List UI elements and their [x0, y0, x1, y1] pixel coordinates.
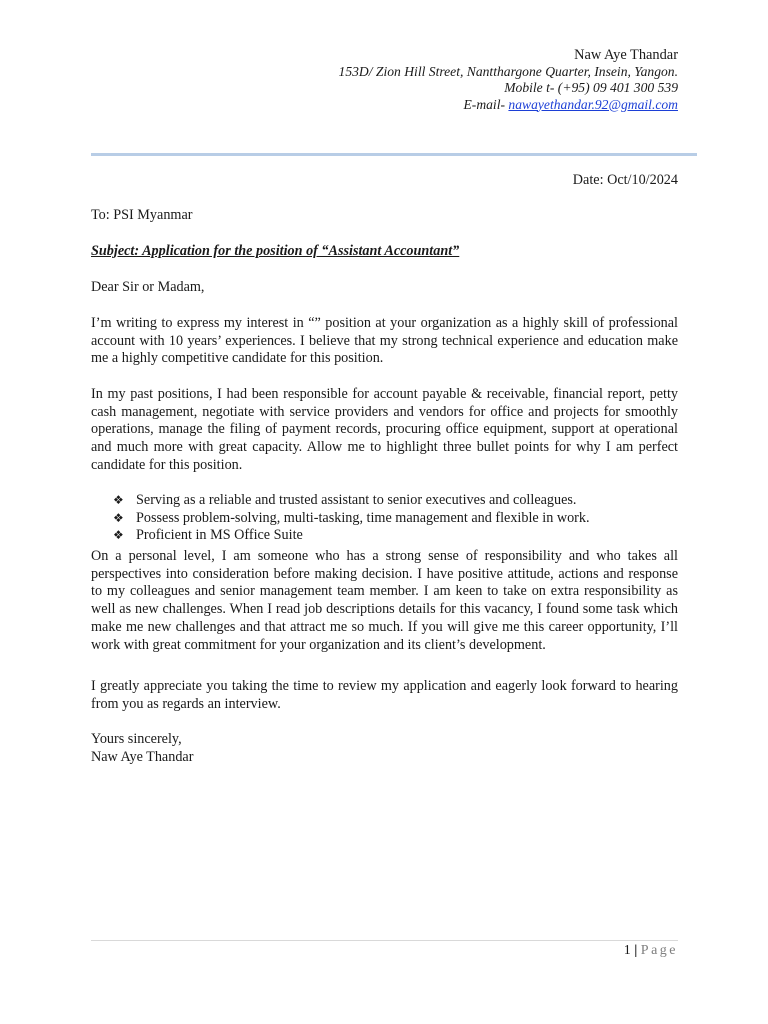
subject-line: Subject: Application for the position of “Assistant Accountant” — [91, 243, 460, 259]
paragraph-experience: In my past positions, I had been responsible for account payable & receivable, financial report, petty cash management, negotiate with service providers and vendors for office and projects for smoothly operations, manage the filing of payment records, procuring office equipment, support at operational and much more with great capacity. Allow me to highlight three bullet points for why I am perfect candidate for this position. — [91, 386, 678, 473]
bullet-text: Possess problem-solving, multi-tasking, time management and flexible in work. — [136, 509, 590, 526]
sender-address: 153D/ Zion Hill Street, Nantthargone Quarter, Insein, Yangon. — [338, 63, 678, 79]
paragraph-thanks: I greatly appreciate you taking the time to review my application and eagerly look forward to hearing from you as regards an interview. — [91, 678, 678, 712]
list-item — [113, 527, 590, 545]
bullet-list — [113, 492, 590, 545]
page-label: Page — [640, 943, 678, 958]
paragraph-intro: I’m writing to express my interest in “” position at your organization as a highly skill of professional account with 10 years’ experiences. I believe that my strong technical experience and education make me a highly competitive candidate for this position. — [91, 315, 678, 367]
diamond-bullet-icon: ❖ — [113, 510, 124, 525]
bullet-text: Serving as a reliable and trusted assistant to senior executives and colleagues. — [136, 492, 577, 508]
sender-email-line — [339, 97, 678, 114]
diamond-bullet-icon: ❖ — [113, 528, 124, 543]
salutation: Dear Sir or Madam, — [91, 279, 205, 295]
paragraph-personal: On a personal level, I am someone who has a strong sense of responsibility and who takes all perspectives into consideration before making decision. I have positive attitude, actions and response to my colleagues and senior management team member. I am keen to take on extra responsibility as well as new challenges. When I read job descriptions details for this vacancy, I found some task which make me new challenges and that attract me so much. If you will give me this career opportunity, I’ll work with great commitment for your organization and its client’s development. — [91, 548, 678, 653]
bullet-text: Proficient in MS Office Suite — [136, 527, 303, 544]
letter-date: Date: Oct/10/2024 — [572, 172, 678, 188]
header-divider — [91, 153, 697, 156]
diamond-bullet-icon: ❖ — [113, 493, 124, 507]
email-prefix: E-mail- — [463, 96, 509, 112]
sender-name: Naw Aye Thandar — [574, 47, 678, 63]
page-footer — [624, 943, 678, 959]
sender-header — [339, 47, 678, 113]
page-number: 1 — [623, 943, 631, 958]
email-link[interactable]: nawayethandar.92@gmail.com — [508, 96, 678, 112]
footer-separator: | — [634, 943, 638, 958]
list-item — [113, 492, 590, 510]
signature-name: Naw Aye Thandar — [91, 748, 194, 765]
sender-mobile: Mobile t- (+95) 09 401 300 539 — [504, 80, 678, 95]
closing-block — [91, 731, 193, 766]
list-item — [113, 510, 590, 528]
footer-divider — [91, 940, 678, 941]
valediction: Yours sincerely, — [91, 731, 182, 747]
recipient: To: PSI Myanmar — [91, 207, 193, 223]
